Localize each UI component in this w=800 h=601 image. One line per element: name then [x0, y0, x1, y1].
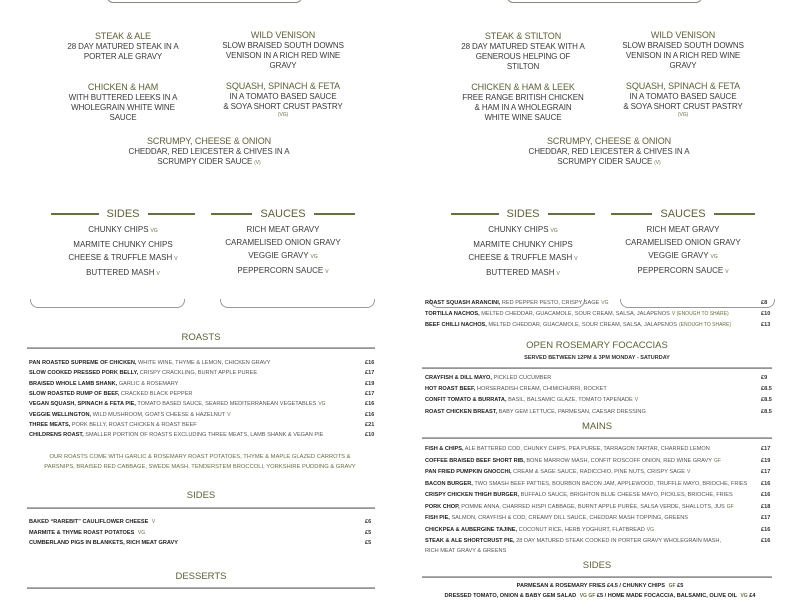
pie-description-text: WHOLEGRAIN WHITE WINE	[71, 103, 175, 112]
focaccia-item-price: £8.5	[761, 384, 772, 394]
sides-item-name: CHEESE & TRUFFLE MASH	[68, 253, 172, 262]
main-item-price: £16	[761, 536, 770, 546]
sides-item	[443, 251, 603, 266]
header-box-border	[507, 0, 702, 3]
side-item-name: BAKED “RAREBIT” CAULIFLOWER CHEESE	[29, 519, 148, 525]
pie-item	[588, 81, 778, 118]
dietary-tag: GF	[727, 504, 734, 510]
divider-line	[148, 213, 196, 214]
sides-line-text: £5 / HOME MADE FOCACCIA, BALSAMIC, OLIVE OIL	[597, 593, 737, 599]
roast-item-name: PAN ROASTED SUPREME OF CHICKEN,	[29, 360, 136, 366]
focaccia-item	[425, 373, 773, 383]
roast-item-price: £16	[365, 358, 374, 368]
section-divider	[422, 367, 772, 369]
side-item-price: £6	[365, 517, 371, 527]
starter-item	[425, 320, 773, 330]
sides-line-text: PARMESAN & ROSEMARY FRIES £4.5 / CHUNKY CHIPS	[517, 583, 665, 589]
pie-description-text: SAUCE	[109, 113, 136, 122]
sides-item-name: MARMITE CHUNKY CHIPS	[473, 240, 572, 249]
pie-description-line	[588, 102, 778, 112]
pie-description-text: SLOW BRAISED SOUTH DOWNS	[222, 41, 344, 50]
dietary-tag: V	[325, 269, 328, 275]
pie-title: STEAK & ALE	[28, 31, 218, 42]
sauces-item-name: PEPPERCORN SAUCE	[637, 266, 723, 275]
main-item-name: BACON BURGER,	[425, 481, 473, 487]
focaccia-item-price: £8.5	[761, 407, 772, 417]
starter-item-price: £8	[761, 298, 767, 308]
pie-title: CHICKEN & HAM & LEEK	[428, 82, 618, 93]
sauces-item	[203, 264, 363, 279]
pie-description-text: CHEDDAR, RED LEICESTER & CHIVES IN A	[129, 147, 290, 156]
focaccia-item-name: CRAYFISH & DILL MAYO,	[425, 375, 492, 381]
pie-description-text: & SOYA SHORT CRUST PASTRY	[623, 102, 742, 111]
dietary-tag: V	[174, 256, 177, 262]
sides-item	[43, 251, 203, 266]
roast-item-price: £19	[365, 379, 374, 389]
sides-heading-text: SIDES	[107, 208, 140, 220]
pie-title: SCRUMPY, CHEESE & ONION	[114, 136, 304, 147]
sauces-heading	[203, 208, 363, 220]
roast-item-price: £16	[365, 399, 374, 409]
pie-description-text: & HAM IN A WHOLEGRAIN	[474, 103, 571, 112]
main-item	[425, 444, 773, 454]
dietary-tag: VG	[311, 254, 318, 260]
main-item-price: £16	[761, 479, 770, 489]
main-item-name: STEAK & ALE SHORTCRUST PIE,	[425, 538, 515, 544]
focaccia-item-name: HOT ROAST BEEF,	[425, 386, 475, 392]
main-item	[425, 536, 773, 557]
sauces-item-name: PEPPERCORN SAUCE	[237, 266, 323, 275]
main-item	[425, 525, 773, 535]
sauces-item-name: CARAMELISED ONION GRAVY	[625, 238, 740, 247]
sauces-item-name: VEGGIE GRAVY	[648, 251, 708, 260]
main-item-name: COFFEE BRAISED BEEF SHORT RIB,	[425, 458, 525, 464]
sauces-list	[203, 223, 363, 279]
roasts-heading: ROASTS	[27, 332, 375, 343]
side-item-name: CUMBERLAND PIGS IN BLANKETS, RICH MEAT GRAVY	[29, 540, 178, 546]
main-item-name: CRISPY CHICKEN THIGH BURGER,	[425, 492, 519, 498]
sauces-item	[603, 264, 763, 279]
focaccia-item-description: BASIL, BALSAMIC GLAZE, TOMATO TAPENADE	[508, 397, 633, 403]
sauces-item	[603, 249, 763, 264]
pie-description-text: VENISON IN A RICH RED WINE	[626, 51, 740, 60]
sides-heading	[443, 208, 603, 220]
section-divider	[27, 507, 375, 509]
section-divider	[422, 576, 772, 578]
starter-item-description: MELTED CHEDDAR, GUACAMOLE, SOUR CREAM, SALSA, JALAPENOS	[481, 311, 670, 317]
pie-description-text: SCRUMPY CIDER SAUCE	[157, 157, 252, 166]
sides-item-name: CHUNKY CHIPS	[88, 225, 148, 234]
side-item-name: MARMITE & THYME ROAST POTATOES	[29, 530, 134, 536]
main-item-price: £16	[761, 490, 770, 500]
dietary-tag: V	[227, 412, 230, 418]
pie-description-text: GRAVY	[670, 61, 697, 70]
pie-description-line	[188, 61, 378, 71]
roast-item-description: CRISPY CRACKLING, BURNT APPLE PUREE	[140, 370, 257, 376]
pie-description-text: CHEDDAR, RED LEICESTER & CHIVES IN A	[529, 147, 690, 156]
pie-description-line	[588, 92, 778, 102]
right-page	[400, 0, 800, 600]
divider-line	[211, 213, 252, 214]
sides-item	[443, 223, 603, 238]
pie-description-text: IN A TOMATO BASED SAUCE	[630, 92, 737, 101]
main-item	[425, 467, 773, 477]
side-item-price: £5	[365, 538, 371, 548]
roast-item	[29, 379, 377, 389]
pie-description-line	[588, 41, 778, 51]
pie-description-text: VENISON IN A RICH RED WINE	[226, 51, 340, 60]
side-item	[29, 538, 377, 548]
sauces-item-name: CARAMELISED ONION GRAVY	[225, 238, 340, 247]
dietary-tag: (ENOUGH TO SHARE)	[679, 322, 731, 328]
roast-item	[29, 420, 377, 430]
divider-line	[611, 213, 652, 214]
sides-item-name: BUTTERED MASH	[486, 268, 554, 277]
sides-line-text: £4	[749, 593, 755, 599]
dietary-tag: GF	[669, 583, 676, 589]
sauces-item-name: VEGGIE GRAVY	[248, 251, 308, 260]
roasts-note-line: OUR ROASTS COME WITH GARLIC & ROSEMARY ROAST POTATOES, THYME & MAPLE GLAZED CARROTS &	[20, 453, 380, 463]
roast-item-description: SMALLER PORTION OF ROASTS EXCLUDING THREE MEATS, LAMB SHANK & VEGAN PIE	[85, 432, 323, 438]
pie-item	[588, 30, 778, 72]
roast-item-price: £17	[365, 389, 374, 399]
roast-item-description: CRACKED BLACK PEPPER	[121, 391, 193, 397]
main-item-description: SALMON, CRAYFISH & COD, CREAMY DILL SAUCE, CHEDDAR MASH TOPPING, GREENS	[451, 515, 688, 521]
roast-item	[29, 399, 377, 409]
sides-line	[400, 582, 800, 592]
starter-item	[425, 309, 773, 319]
sides-item	[43, 238, 203, 251]
side-item	[29, 528, 377, 538]
pie-description-line	[188, 92, 378, 102]
dietary-tag: (VG)	[588, 112, 778, 118]
roast-item-description: WHITE WINE, THYME & LEMON, CHICKEN GRAVY	[138, 360, 271, 366]
sauces-item-name: RICH MEAT GRAVY	[647, 225, 720, 234]
roast-item	[29, 410, 377, 420]
sauces-item	[603, 223, 763, 236]
divider-line	[451, 213, 499, 214]
sauces-item	[603, 236, 763, 249]
sauces-item	[203, 236, 363, 249]
sauces-item	[203, 223, 363, 236]
main-item-description: CREAM & SAGE SAUCE, RADICCHIO, PINE NUTS, CRISPY SAGE	[513, 469, 685, 475]
focaccia-item-price: £9	[761, 373, 767, 383]
main-item-name: FISH PIE,	[425, 515, 450, 521]
focaccia-item-name: CONFIT TOMATO & BURRATA,	[425, 397, 507, 403]
header-box-border	[107, 0, 302, 3]
sides-item	[43, 223, 203, 238]
pie-title: CHICKEN & HAM	[28, 82, 218, 93]
sides-list	[443, 223, 603, 281]
roast-item	[29, 358, 377, 368]
dietary-tag: (V)	[254, 160, 260, 166]
pie-description-line	[188, 102, 378, 112]
dietary-tag: VG	[740, 593, 747, 599]
sauces-item-name: RICH MEAT GRAVY	[247, 225, 320, 234]
pie-title: STEAK & STILTON	[428, 31, 618, 42]
roast-item-name: SLOW COOKED PRESSED PORK BELLY,	[29, 370, 138, 376]
pie-title: WILD VENISON	[588, 30, 778, 41]
roast-item-name: THREE MEATS,	[29, 422, 70, 428]
side-item-price: £5	[365, 528, 371, 538]
roast-item-description: PORK BELLY, ROAST CHICKEN & ROAST BEEF	[72, 422, 197, 428]
dietary-tag: VG	[647, 527, 654, 533]
main-item-description: 28 DAY MATURED STEAK COOKED IN PORTER GRAVY WHOLEGRAIN MASH, RICH MEAT GRAVY & GREENS	[425, 538, 721, 554]
dietary-tag: GF	[714, 458, 721, 464]
pie-description-text: WITH BUTTERED LEEKS IN A	[69, 93, 178, 102]
focaccia-item-name: ROAST CHICKEN BREAST,	[425, 409, 497, 415]
main-item-name: PAN FRIED PUMPKIN GNOCCHI,	[425, 469, 512, 475]
sides-heading	[43, 208, 203, 220]
dietary-tag: V	[725, 269, 728, 275]
dietary-tag: V (ENOUGH TO SHARE)	[672, 311, 729, 317]
pie-description-line	[588, 61, 778, 71]
pie-description-text: SLOW BRAISED SOUTH DOWNS	[622, 41, 744, 50]
main-item-name: CHICKPEA & AUBERGINE TAJINE,	[425, 527, 517, 533]
pie-title: SCRUMPY, CHEESE & ONION	[514, 136, 704, 147]
pie-description-text: PORTER ALE GRAVY	[84, 52, 162, 61]
dietary-tag: VG	[551, 228, 558, 234]
roast-item-name: BRAISED WHOLE LAMB SHANK,	[29, 381, 117, 387]
bracket-right	[220, 299, 375, 308]
dietary-tag: (VG)	[188, 112, 378, 118]
sides-list	[43, 223, 203, 281]
roast-item-description: WILD MUSHROOM, GOATS CHEESE & HAZELNUT	[93, 412, 226, 418]
pie-description-text: GRAVY	[270, 61, 297, 70]
left-page	[0, 0, 400, 600]
focaccias-subtitle: SERVED BETWEEN 12PM & 3PM MONDAY - SATURDAY	[422, 355, 772, 361]
section-divider	[27, 347, 375, 349]
sides-item-name: BUTTERED MASH	[86, 268, 154, 277]
focaccias-heading: OPEN ROSEMARY FOCACCIAS	[422, 340, 772, 351]
section-divider	[422, 437, 772, 439]
main-item-description: COCONUT RICE, HERB YOGHURT, FLATBREAD	[519, 527, 645, 533]
pie-item	[188, 81, 378, 118]
pie-description-text: GENEROUS HELPING OF	[476, 52, 571, 61]
pie-item	[188, 30, 378, 72]
sides-heading-text: SIDES	[507, 208, 540, 220]
main-item	[425, 490, 773, 500]
pie-title: SQUASH, SPINACH & FETA	[588, 81, 778, 92]
side-item	[29, 517, 377, 527]
dietary-tag: VG	[711, 254, 718, 260]
focaccia-item-description: PICKLED CUCUMBER	[494, 375, 552, 381]
starter-item-price: £10	[761, 309, 770, 319]
roast-item-price: £21	[365, 420, 374, 430]
focaccia-item	[425, 384, 773, 394]
sauces-heading-text: SAUCES	[260, 208, 305, 220]
main-item-price: £19	[761, 456, 770, 466]
pie-description-text: FREE RANGE BRITISH CHICKEN	[462, 93, 583, 102]
divider-line	[714, 213, 755, 214]
divider-line	[548, 213, 596, 214]
bracket-left	[30, 299, 185, 308]
sauces-heading	[603, 208, 763, 220]
main-item-description: BUFFALO SAUCE, BRIGHTON BLUE CHEESE MAYO, PICKLES, BRIOCHE, FRIES	[521, 492, 733, 498]
main-item-description: TWO SMASH BEEF PATTIES, BOURBON BACON JAM, APPLEWOOD, TRUFFLE MAYO, BRIOCHE, FRIES	[474, 481, 747, 487]
main-item-name: PORK CHOP,	[425, 504, 460, 510]
dietary-tag: VG	[601, 300, 608, 306]
main-item-price: £17	[761, 513, 770, 523]
dietary-tag: V	[574, 256, 577, 262]
main-item	[425, 513, 773, 523]
pie-description-line	[514, 157, 704, 168]
main-item-price: £18	[761, 502, 770, 512]
pie-description-line	[188, 41, 378, 51]
main-item-name: FISH & CHIPS,	[425, 446, 464, 452]
main-item-price: £17	[761, 467, 770, 477]
roast-item-name: SLOW ROASTED RUMP OF BEEF,	[29, 391, 119, 397]
dietary-tag: V	[557, 271, 560, 277]
sides-heading: SIDES	[27, 490, 375, 501]
dietary-tag: (V)	[654, 160, 660, 166]
starter-item-description: RED PEPPER PESTO, CRISPY SAGE	[502, 300, 599, 306]
pie-item	[114, 136, 304, 168]
sides-item-name: CHUNKY CHIPS	[488, 225, 548, 234]
focaccia-item	[425, 407, 773, 417]
sides-item	[443, 266, 603, 281]
sauces-heading-text: SAUCES	[660, 208, 705, 220]
dietary-tag: VG	[138, 530, 145, 536]
sides-item	[443, 238, 603, 251]
starter-item-name: BEEF CHILLI NACHOS,	[425, 322, 487, 328]
pie-title: SQUASH, SPINACH & FETA	[188, 81, 378, 92]
roast-item	[29, 430, 377, 440]
roast-item	[29, 389, 377, 399]
pie-title: WILD VENISON	[188, 30, 378, 41]
pie-description-line	[114, 147, 304, 157]
starter-item-description: MELTED CHEDDAR, GUACAMOLE, SOUR CREAM, SALSA, JALAPENOS	[488, 322, 677, 328]
dietary-tag: V	[635, 397, 638, 403]
divider-line	[314, 213, 355, 214]
sides-line-text: DRESSED TOMATO, ONION & BABY GEM SALAD	[444, 593, 576, 599]
main-item-price: £16	[761, 525, 770, 535]
pie-description-line	[188, 51, 378, 61]
pie-description-text: WHITE WINE SAUCE	[484, 113, 561, 122]
main-item	[425, 479, 773, 489]
roast-item-name: VEGAN SQUASH, SPINACH & FETA PIE,	[29, 401, 136, 407]
sauces-list	[603, 223, 763, 279]
dietary-tag: V	[687, 469, 690, 475]
pie-description-line	[114, 157, 304, 168]
sides-item	[43, 266, 203, 281]
main-item-description: POMME ANNA, CHARRED HISPI CABBAGE, BURNT APPLE PURÉE, SALSA VERDE, SHALLOTS, JUS	[461, 504, 725, 510]
pie-description-text: STILTON	[507, 62, 539, 71]
dietary-tag: V	[152, 519, 155, 525]
roast-item-name: VEGGIE WELLINGTON,	[29, 412, 91, 418]
roast-item-price: £16	[365, 410, 374, 420]
focaccia-item-description: BABY GEM LETTUCE, PARMESAN, CAESAR DRESSING	[499, 409, 646, 415]
roast-item-description: GARLIC & ROSEMARY	[119, 381, 179, 387]
divider-line	[51, 213, 99, 214]
focaccia-item-description: HORSERADISH CREAM, CHIMICHURRI, ROCKET	[477, 386, 607, 392]
dietary-tag: VG	[151, 228, 158, 234]
sides-line-text: £5	[677, 583, 683, 589]
sides-heading: SIDES	[422, 560, 772, 571]
roast-item	[29, 368, 377, 378]
desserts-heading: DESSERTS	[27, 571, 375, 582]
roasts-note-line: PARSNIPS, BRAISED RED CABBAGE, SWEDE MASH, TENDERSTEM BROCCOLI, YORKSHIRE PUDDING & GRAVY	[20, 463, 380, 473]
starter-item	[425, 298, 773, 308]
roast-item-price: £10	[365, 430, 374, 440]
pie-description-text: IN A TOMATO BASED SAUCE	[230, 92, 337, 101]
focaccia-item-price: £8.5	[761, 395, 772, 405]
focaccia-item	[425, 395, 773, 405]
pie-description-text: 28 DAY MATURED STEAK IN A	[67, 42, 178, 51]
main-item-description: ALE BATTERED COD, CHUNKY CHIPS, PEA PUREE, TARRAGON TARTAR, CHARRED LEMON	[465, 446, 710, 452]
dietary-tag: VG	[318, 401, 325, 407]
pie-description-line	[514, 147, 704, 157]
main-item	[425, 502, 773, 512]
roast-item-price: £17	[365, 368, 374, 378]
starter-item-price: £13	[761, 320, 770, 330]
main-item-description: BONE MARROW MASH, CONFIT ROSCOFF ONION, RED WINE GRAVY	[526, 458, 712, 464]
starter-item-name: ROAST SQUASH ARANCINI,	[425, 300, 500, 306]
main-item-price: £17	[761, 444, 770, 454]
pie-description-line	[588, 51, 778, 61]
dietary-tag: VG GF	[580, 593, 596, 599]
starter-item-name: TORTILLA NACHOS,	[425, 311, 480, 317]
section-divider	[27, 587, 375, 589]
sides-item-name: MARMITE CHUNKY CHIPS	[73, 240, 172, 249]
pie-description-text: & SOYA SHORT CRUST PASTRY	[223, 102, 342, 111]
main-item	[425, 456, 773, 466]
sauces-item	[203, 249, 363, 264]
roast-item-description: TOMATO BASED SAUCE, SEARED MEDITERRANEAN VEGETABLES	[137, 401, 316, 407]
mains-heading: MAINS	[422, 421, 772, 432]
roast-item-name: CHILDRENS ROAST,	[29, 432, 84, 438]
pie-item	[514, 136, 704, 168]
pie-description-text: SCRUMPY CIDER SAUCE	[557, 157, 652, 166]
sides-item-name: CHEESE & TRUFFLE MASH	[468, 253, 572, 262]
pie-description-text: 28 DAY MATURED STEAK WITH A	[461, 42, 585, 51]
dietary-tag: V	[157, 271, 160, 277]
